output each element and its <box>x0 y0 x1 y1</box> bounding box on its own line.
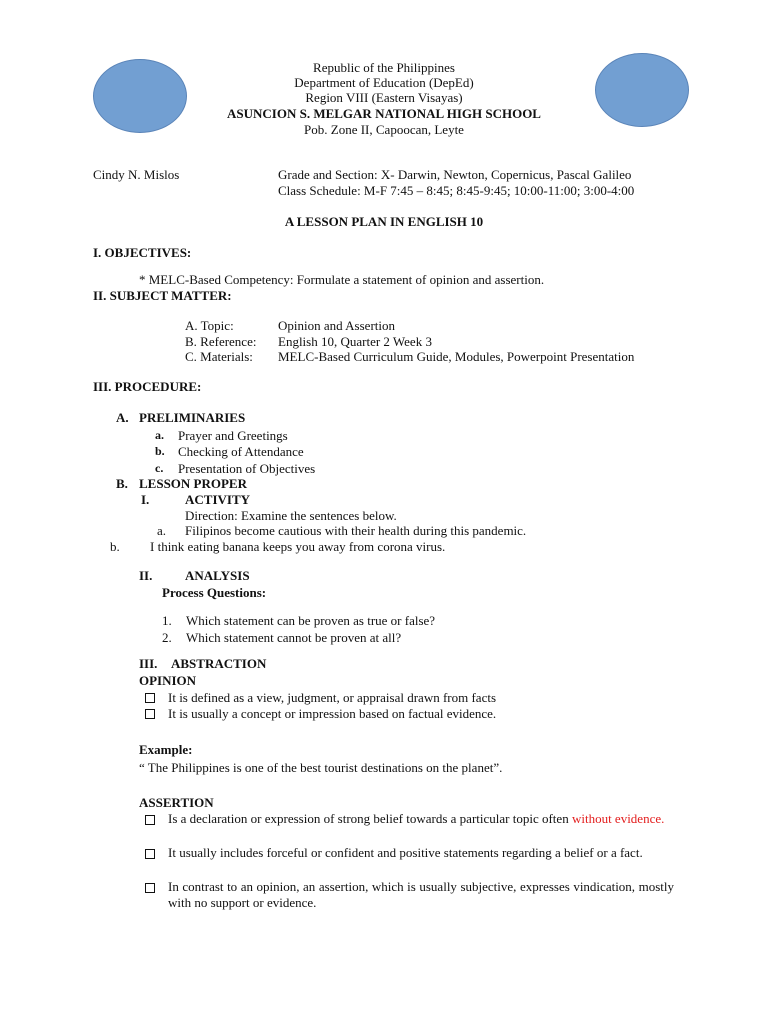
assertion-item-2: It usually includes forceful or confident and positive statements regarding a belief or a fact. <box>168 845 643 860</box>
lesson-plan-title: A LESSON PLAN IN ENGLISH 10 <box>284 214 484 229</box>
opinion-item-2: It is usually a concept or impression based on factual evidence. <box>168 706 497 721</box>
subject-label-reference: B. Reference: <box>185 334 257 349</box>
question-marker-2: 2. <box>162 630 172 645</box>
header-line-1: Republic of the Philippines <box>313 60 455 75</box>
grade-section: Grade and Section: X- Darwin, Newton, Copernicus, Pascal Galileo <box>278 167 632 182</box>
analysis-heading: ANALYSIS <box>185 568 250 583</box>
assertion-item-1-highlight: without evidence. <box>571 811 665 826</box>
preliminaries-heading: PRELIMINARIES <box>139 410 246 425</box>
activity-marker-a: a. <box>157 523 167 538</box>
lesson-proper-heading: LESSON PROPER <box>139 476 247 491</box>
activity-direction: Direction: Examine the sentences below. <box>185 508 397 523</box>
analysis-marker: II. <box>139 568 153 583</box>
prelim-item-attendance: Checking of Attendance <box>178 444 304 459</box>
subject-matter-heading: II. SUBJECT MATTER: <box>93 288 232 303</box>
opinion-heading: OPINION <box>139 673 197 688</box>
header-line-3: Region VIII (Eastern Visayas) <box>305 90 463 105</box>
assertion-heading: ASSERTION <box>139 795 214 810</box>
activity-marker-b: b. <box>110 539 120 554</box>
checkbox-bullet-icon <box>145 849 155 859</box>
question-marker-1: 1. <box>162 613 172 628</box>
subject-label-topic: A. Topic: <box>185 318 234 333</box>
abstraction-marker: III. <box>139 656 158 671</box>
example-text: “ The Philippines is one of the best tourist destinations on the planet”. <box>139 760 503 775</box>
subject-value-reference: English 10, Quarter 2 Week 3 <box>278 334 432 349</box>
prelim-marker-b: b. <box>155 444 165 458</box>
activity-sentence-b: I think eating banana keeps you away from corona virus. <box>150 539 446 554</box>
checkbox-bullet-icon <box>145 815 155 825</box>
objectives-heading: I. OBJECTIVES: <box>93 245 192 260</box>
checkbox-bullet-icon <box>145 709 155 719</box>
assertion-item-1-text: Is a declaration or expression of strong belief towards a particular topic often <box>168 811 569 826</box>
activity-sentence-a: Filipinos become cautious with their health during this pandemic. <box>185 523 527 538</box>
prelim-item-objectives: Presentation of Objectives <box>178 461 316 476</box>
abstraction-heading: ABSTRACTION <box>171 656 267 671</box>
preliminaries-marker: A. <box>116 410 129 425</box>
checkbox-bullet-icon <box>145 693 155 703</box>
example-heading: Example: <box>139 742 193 757</box>
question-2: Which statement cannot be proven at all? <box>186 630 402 645</box>
prelim-marker-a: a. <box>155 428 164 442</box>
school-address: Pob. Zone II, Capoocan, Leyte <box>304 122 464 137</box>
activity-heading: ACTIVITY <box>185 492 251 507</box>
lesson-proper-marker: B. <box>116 476 128 491</box>
assertion-item-1 <box>168 811 674 827</box>
header-line-2: Department of Education (DepEd) <box>294 75 474 90</box>
question-1: Which statement can be proven as true or false? <box>186 613 436 628</box>
assertion-item-3: In contrast to an opinion, an assertion, which is usually subjective, expresses vindication, mostly with no support or evidence. <box>168 879 674 910</box>
opinion-item-1: It is defined as a view, judgment, or appraisal drawn from facts <box>168 690 497 705</box>
subject-value-materials: MELC-Based Curriculum Guide, Modules, Powerpoint Presentation <box>278 349 635 364</box>
process-questions-heading: Process Questions: <box>162 585 267 600</box>
prelim-item-prayer: Prayer and Greetings <box>178 428 288 443</box>
activity-marker: I. <box>141 492 150 507</box>
class-schedule: Class Schedule: M-F 7:45 – 8:45; 8:45-9:45; 10:00-11:00; 3:00-4:00 <box>278 183 635 198</box>
teacher-name: Cindy N. Mislos <box>93 167 180 182</box>
school-name: ASUNCION S. MELGAR NATIONAL HIGH SCHOOL <box>227 106 541 121</box>
subject-label-materials: C. Materials: <box>185 349 253 364</box>
procedure-heading: III. PROCEDURE: <box>93 379 202 394</box>
checkbox-bullet-icon <box>145 883 155 893</box>
melc-competency: * MELC-Based Competency: Formulate a statement of opinion and assertion. <box>139 272 545 287</box>
prelim-marker-c: c. <box>155 461 164 475</box>
subject-value-topic: Opinion and Assertion <box>278 318 395 333</box>
